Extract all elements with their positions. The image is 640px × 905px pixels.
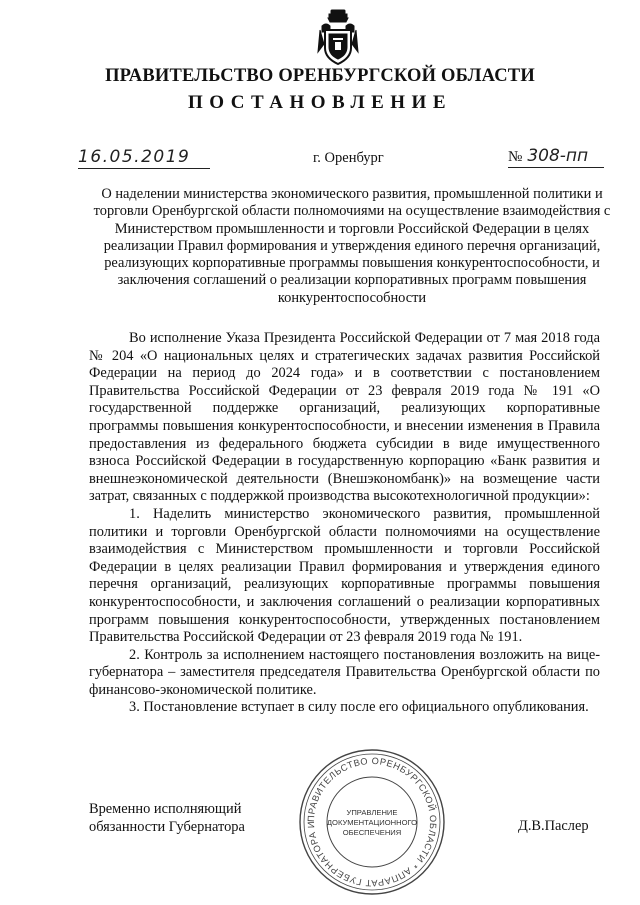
stamp-ring-text: ПРАВИТЕЛЬСТВО ОРЕНБУРГСКОЙ ОБЛАСТИ * АППАРАТ ГУБЕРНАТОРА И	[305, 755, 439, 889]
coat-of-arms-icon	[316, 8, 360, 68]
decree-title: О наделении министерства экономического развития, промышленной политики и торговли Оренбургской области полномочиями на осуществление взаимодействия с Министерством промышленности и торговли Российской Федерации в целях реализации Правил формирования и утверждения единого перечня организаций, реализующих корпоративные программы повышения конкурентоспособности, и заключения соглашений о реализации корпоративных программ повышения конкурентоспособности	[93, 186, 611, 306]
government-name: ПРАВИТЕЛЬСТВО ОРЕНБУРГСКОЙ ОБЛАСТИ	[105, 66, 535, 86]
decree-date: 16.05.2019	[78, 147, 210, 169]
preamble-paragraph: Во исполнение Указа Президента Российской Федерации от 7 мая 2018 года № 204 «О национальных целях и стратегических задачах развития Российской Федерации на период до 2024 года» и в соответствии с постановлением Правительства Российской Федерации от 23 февраля 2019 года № 191 «О государственной поддержке организаций, реализующих корпоративные программы повышения конкурентоспособности, и внесении изменения в Правила предоставления из федерального бюджета субсидии в виде имущественного взноса Российской Федерации в государственную корпорацию «Банк развития и внешнеэкономической деятельности (Внешэкономбанк)» на возмещение части затрат, связанных с поддержкой производства высокотехнологичной продукции»:	[89, 330, 600, 505]
clause-1: 1. Наделить министерство экономического развития, промышленной политики и торговли Оренбургской области полномочиями на осуществление взаимодействия с Министерством промышленности и торговли Российской Федерации в целях реализации Правил формирования и утверждения единого перечня организаций, реализующих корпоративные программы повышения конкурентоспособности, и заключения соглашений о реализации корпоративных программ повышения конкурентоспособности, утвержденных постановлением Правительства Российской Федерации от 23 февраля 2019 года № 191.	[89, 505, 600, 646]
official-stamp-icon	[297, 747, 447, 897]
signatory-name: Д.В.Паслер	[518, 818, 589, 834]
position-line-2: обязанности Губернатора	[89, 819, 245, 835]
number-label: №	[508, 149, 523, 165]
decree-body	[89, 330, 600, 717]
clause-3: 3. Постановление вступает в силу после его официального опубликования.	[129, 699, 589, 716]
clause-2: 2. Контроль за исполнением настоящего постановления возложить на вице-губернатора – заместителя председателя Правительства Оренбургской области по финансово-экономической политике.	[89, 646, 600, 698]
stamp-line-2: ДОКУМЕНТАЦИОННОГО	[326, 818, 418, 827]
stamp-line-3: ОБЕСПЕЧЕНИЯ	[342, 828, 402, 837]
signatory-position	[89, 800, 245, 836]
position-line-1: Временно исполняющий	[89, 801, 242, 817]
document-type: ПОСТАНОВЛЕНИЕ	[187, 92, 453, 113]
decree-number: 308-пп	[527, 146, 589, 166]
decree-city: г. Оренбург	[313, 150, 384, 166]
stamp-line-1: УПРАВЛЕНИЕ	[346, 808, 398, 817]
decree-number-field	[508, 146, 604, 168]
